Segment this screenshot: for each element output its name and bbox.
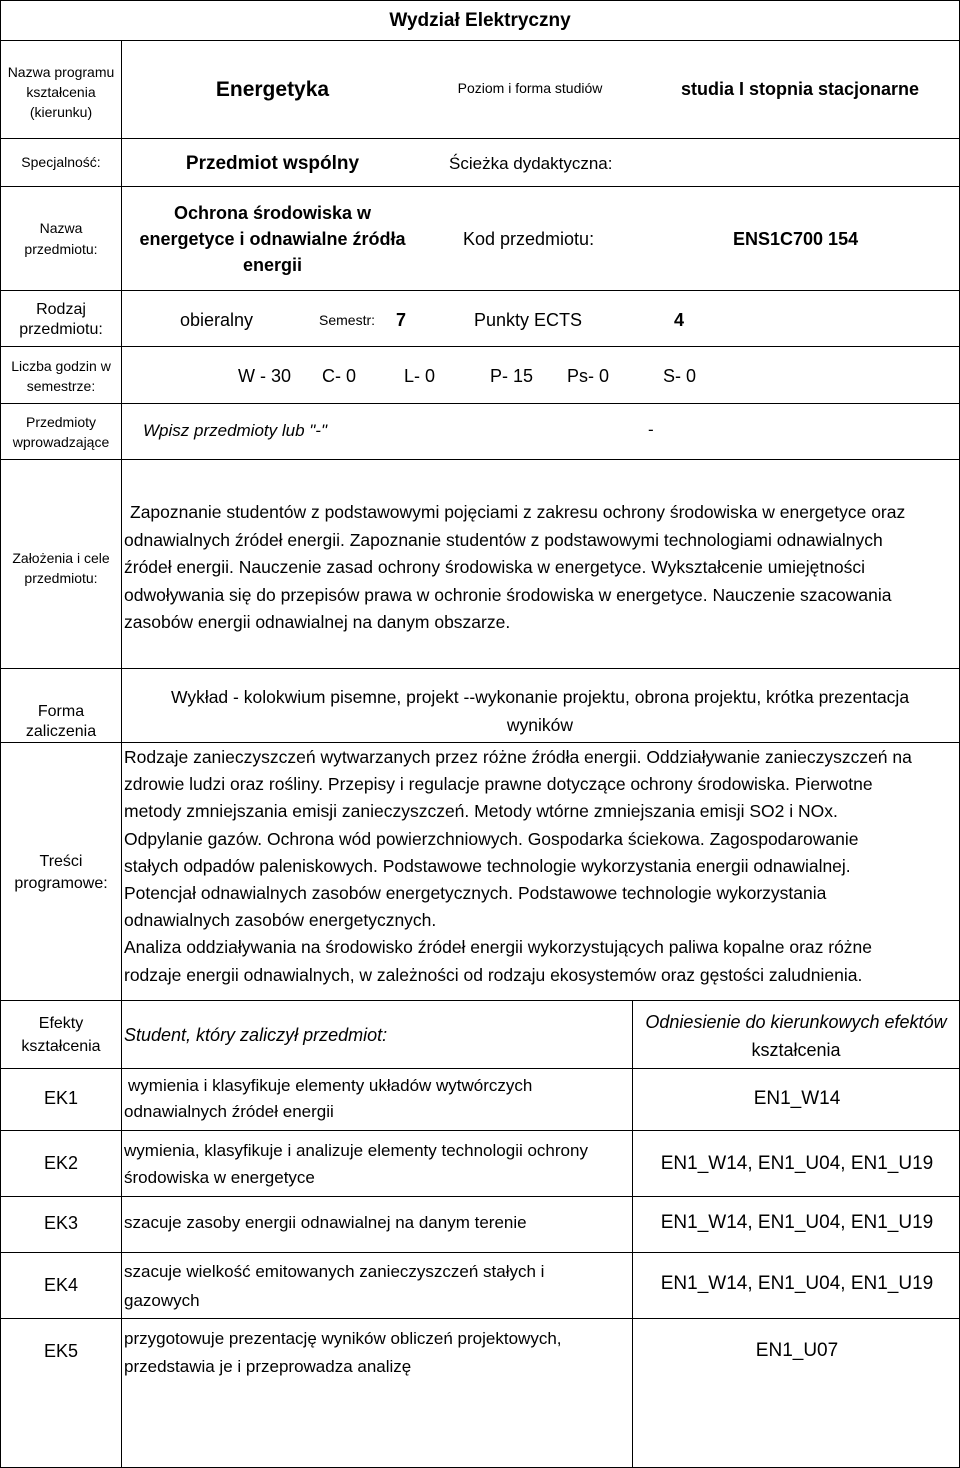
outcome-desc-line: wymienia i klasyfikuje elementy układów wytwórczych — [128, 1076, 533, 1095]
outcome-desc — [124, 1325, 629, 1381]
goals-label — [4, 548, 118, 588]
outcome-desc — [124, 1212, 629, 1233]
divider — [0, 138, 960, 139]
goals-label-line: Założenia i cele — [12, 550, 110, 566]
path-label: Ścieżka dydaktyczna: — [449, 154, 613, 173]
outcome-ref: EN1_W14, EN1_U04, EN1_U19 — [660, 1153, 934, 1174]
outcome-code: EK2 — [43, 1153, 79, 1173]
outcome-desc-line: środowiska w energetyce — [124, 1168, 315, 1187]
goals-line: zasobów energii odnawialnej na danym obszarze. — [124, 612, 511, 632]
prereq-label — [4, 412, 118, 452]
content-label-line: Treści — [39, 853, 83, 870]
goals-text — [124, 499, 954, 637]
divider — [0, 459, 960, 460]
hours-c: C- 0 — [322, 366, 357, 386]
divider — [0, 742, 960, 743]
assessment-line: wyników — [506, 714, 574, 735]
subject-name-line: Ochrona środowiska w — [173, 203, 372, 223]
prereq-hint: Wpisz przedmioty lub "-" — [143, 421, 328, 440]
content-line: Rodzaje zanieczyszczeń wytwarzanych przez różne źródła energii. Oddziaływanie zanieczyszczeń na — [124, 747, 912, 767]
type-label-line: Rodzaj — [36, 301, 86, 318]
hours-s: S- 0 — [663, 366, 697, 386]
student-header: Student, który zaliczył przedmiot: — [124, 1025, 388, 1045]
divider — [0, 1318, 960, 1319]
outcome-ref: EN1_W14 — [753, 1088, 841, 1109]
level-label: Poziom i forma studiów — [457, 80, 603, 96]
outcome-ref: EN1_U07 — [755, 1340, 839, 1361]
hours-ps: Ps- 0 — [567, 366, 610, 386]
divider — [0, 1130, 960, 1131]
content-text — [124, 744, 956, 989]
border-top — [0, 0, 960, 1]
hours-label — [4, 356, 118, 396]
hours-label-line: Liczba godzin w — [11, 358, 111, 374]
goals-line: odwoływania się do przepisów prawa w ochronie środowiska w energetyce. Nauczenie szacowania — [124, 584, 892, 605]
hours-w: W - 30 — [238, 366, 292, 386]
border-left — [0, 0, 1, 1468]
type-label — [4, 300, 118, 340]
type-value: obieralny — [180, 310, 254, 330]
ects-label: Punkty ECTS — [474, 310, 583, 330]
outcomes-label-line: kształcenia — [21, 1038, 101, 1055]
hours-p: P- 15 — [490, 366, 534, 386]
goals-line: źródeł energii. Nauczenie zasad ochrony środowiska w energetyce. Wykształcenie umiejętności — [124, 557, 866, 577]
divider — [0, 403, 960, 404]
subject-name-line: energetyce i odnawialne źródła — [139, 229, 406, 249]
goals-line: odnawialnych źródeł energii. Zapoznanie studentów z podstawowymi technologiami odnawialnych — [124, 529, 883, 550]
outcome-code: EK3 — [43, 1213, 79, 1233]
type-label-line: przedmiotu: — [19, 321, 103, 338]
divider — [0, 1252, 960, 1253]
code-label: Kod przedmiotu: — [463, 229, 595, 249]
hours-l: L- 0 — [404, 366, 436, 386]
ref-header-line: kształcenia — [751, 1040, 841, 1060]
outcome-code: EK4 — [43, 1275, 79, 1295]
divider — [0, 186, 960, 187]
prereq-label-line: wprowadzające — [12, 434, 110, 450]
program-label-line: kształcenia — [26, 84, 96, 100]
divider — [0, 290, 960, 291]
divider — [0, 346, 960, 347]
program-value: Energetyka — [215, 78, 330, 101]
program-label-line: Nazwa programu — [7, 64, 115, 80]
assessment-label: Forma zaliczenia — [25, 703, 97, 740]
outcome-desc-line: gazowych — [124, 1291, 200, 1310]
content-line: stałych odpadów paleniskowych. Podstawowe technologie wykorzystania energii odnawialnej. — [124, 855, 851, 876]
outcome-desc-line: szacuje zasoby energii odnawialnej na danym terenie — [124, 1213, 527, 1232]
ref-column-divider — [632, 1000, 633, 1467]
subject-name — [125, 200, 420, 278]
content-label-line: programowe: — [14, 875, 108, 892]
outcome-desc — [124, 1137, 629, 1191]
ref-header — [636, 1008, 956, 1064]
content-line: Odpylanie gazów. Ochrona wód powierzchniowych. Gospodarka ściekowa. Zagospodarowanie — [124, 828, 859, 849]
outcome-desc-line: wymienia, klasyfikuje i analizuje elementy technologii ochrony — [124, 1141, 588, 1160]
program-label-line: (kierunku) — [29, 104, 93, 120]
label-column-divider — [121, 40, 122, 1467]
goals-line: Zapoznanie studentów z podstawowymi pojęciami z zakresu ochrony środowiska w energetyce oraz — [130, 502, 906, 522]
hours-label-line: semestrze: — [26, 378, 96, 394]
outcome-code: EK1 — [43, 1088, 79, 1108]
outcome-desc — [124, 1073, 629, 1125]
outcomes-label — [4, 1012, 118, 1058]
content-line: Analiza oddziaływania na środowisko źródeł energii wykorzystujących paliwa kopalne oraz różne — [124, 937, 873, 958]
level-value: studia I stopnia stacjonarne — [680, 79, 920, 99]
divider — [0, 1068, 960, 1069]
outcome-ref: EN1_W14, EN1_U04, EN1_U19 — [660, 1273, 934, 1294]
specialty-value: Przedmiot wspólny — [185, 153, 360, 174]
ects-value: 4 — [674, 310, 685, 330]
specialty-label: Specjalność: — [21, 154, 101, 170]
code-value: ENS1C700 154 — [733, 229, 859, 249]
subject-name-line: energii — [242, 255, 303, 275]
divider — [0, 40, 960, 41]
faculty-title: Wydział Elektryczny — [389, 10, 571, 31]
outcome-desc-line: szacuje wielkość emitowanych zanieczyszczeń stałych i — [124, 1262, 545, 1281]
outcome-ref: EN1_W14, EN1_U04, EN1_U19 — [660, 1212, 934, 1233]
divider — [0, 1196, 960, 1197]
content-line: rodzaje energii odnawialnych, w zależności od rodzaju ekosystemów oraz gęstości zaludnienia. — [124, 964, 863, 985]
ref-header-line: Odniesienie do kierunkowych efektów — [645, 1012, 947, 1032]
outcome-desc-line: przedstawia je i przeprowadza analizę — [124, 1357, 412, 1376]
content-line: zdrowie ludzi oraz rośliny. Przepisy i regulacje prawne dotyczące ochrony środowiska. Pierwotne — [124, 774, 873, 795]
content-line: odnawialnych zasobów energetycznych. — [124, 910, 437, 931]
content-line: Potencjał odnawialnych zasobów energetycznych. Podstawowe technologie wykorzystania — [124, 883, 827, 904]
goals-label-line: przedmiotu: — [24, 570, 98, 586]
assessment-line: Wykład - kolokwium pisemne, projekt --wykonanie projektu, obrona projektu, krótka prezentacja — [170, 687, 910, 707]
subject-label-line: przedmiotu: — [24, 241, 98, 257]
outcome-desc — [124, 1257, 629, 1315]
prereq-label-line: Przedmioty — [25, 414, 97, 430]
prereq-value: - — [648, 420, 654, 439]
outcome-desc-line: przygotowuje prezentację wyników obliczeń projektowych, — [124, 1329, 562, 1348]
divider — [0, 1000, 960, 1001]
subject-label — [4, 218, 118, 260]
semester-label: Semestr: — [319, 312, 376, 328]
semester-value: 7 — [396, 310, 407, 330]
outcome-code: EK5 — [43, 1341, 79, 1361]
content-label — [4, 851, 118, 895]
subject-label-line: Nazwa — [39, 220, 83, 236]
program-label — [4, 62, 118, 122]
outcome-desc-line: odnawialnych źródeł energii — [124, 1102, 334, 1121]
outcomes-label-line: Efekty — [38, 1015, 84, 1032]
content-line: metody zmniejszania emisji zanieczyszczeń. Metody wtórne zmniejszania emisji SO2 i NOx. — [124, 801, 838, 822]
divider — [0, 668, 960, 669]
assessment-text — [124, 684, 956, 739]
